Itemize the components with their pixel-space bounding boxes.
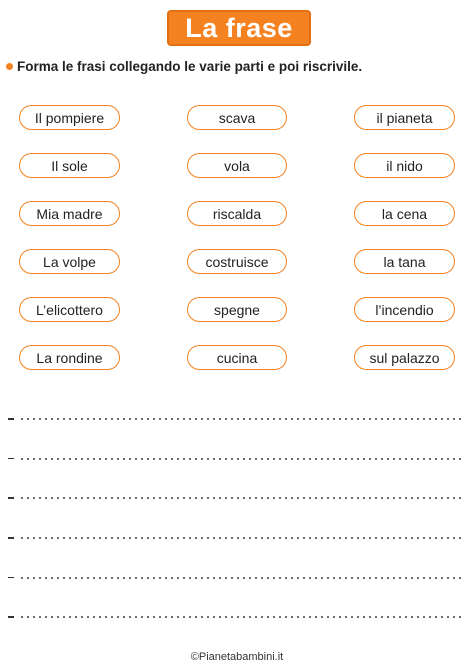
writing-line — [8, 458, 464, 498]
subject-pill: Mia madre — [19, 201, 120, 226]
subject-pill: Il sole — [19, 153, 120, 178]
page-title: La frase — [167, 10, 311, 46]
object-pill: il nido — [354, 153, 455, 178]
writing-line — [8, 418, 464, 458]
word-grid — [0, 105, 474, 393]
word-row — [0, 297, 474, 345]
subject-pill: La rondine — [19, 345, 120, 370]
copyright-footer: ©Pianetabambini.it — [190, 651, 284, 663]
writing-line — [8, 577, 464, 617]
writing-line — [8, 537, 464, 577]
subject-pill: Il pompiere — [19, 105, 120, 130]
verb-pill: riscalda — [187, 201, 287, 226]
verb-pill: costruisce — [187, 249, 287, 274]
word-row — [0, 153, 474, 201]
verb-pill: spegne — [187, 297, 287, 322]
verb-pill: scava — [187, 105, 287, 130]
word-row — [0, 201, 474, 249]
object-pill: la cena — [354, 201, 455, 226]
verb-pill: cucina — [187, 345, 287, 370]
object-pill: il pianeta — [354, 105, 455, 130]
bullet-icon — [6, 63, 13, 70]
word-row — [0, 249, 474, 297]
object-pill: l’incendio — [354, 297, 455, 322]
writing-line — [8, 497, 464, 537]
object-pill: la tana — [354, 249, 455, 274]
writing-lines — [8, 418, 464, 656]
instruction — [6, 59, 466, 74]
word-row — [0, 345, 474, 393]
object-pill: sul palazzo — [354, 345, 455, 370]
instruction-text: Forma le frasi collegando le varie parti e poi riscrivile. — [17, 59, 363, 74]
subject-pill: La volpe — [19, 249, 120, 274]
verb-pill: vola — [187, 153, 287, 178]
subject-pill: L’elicottero — [19, 297, 120, 322]
word-row — [0, 105, 474, 153]
